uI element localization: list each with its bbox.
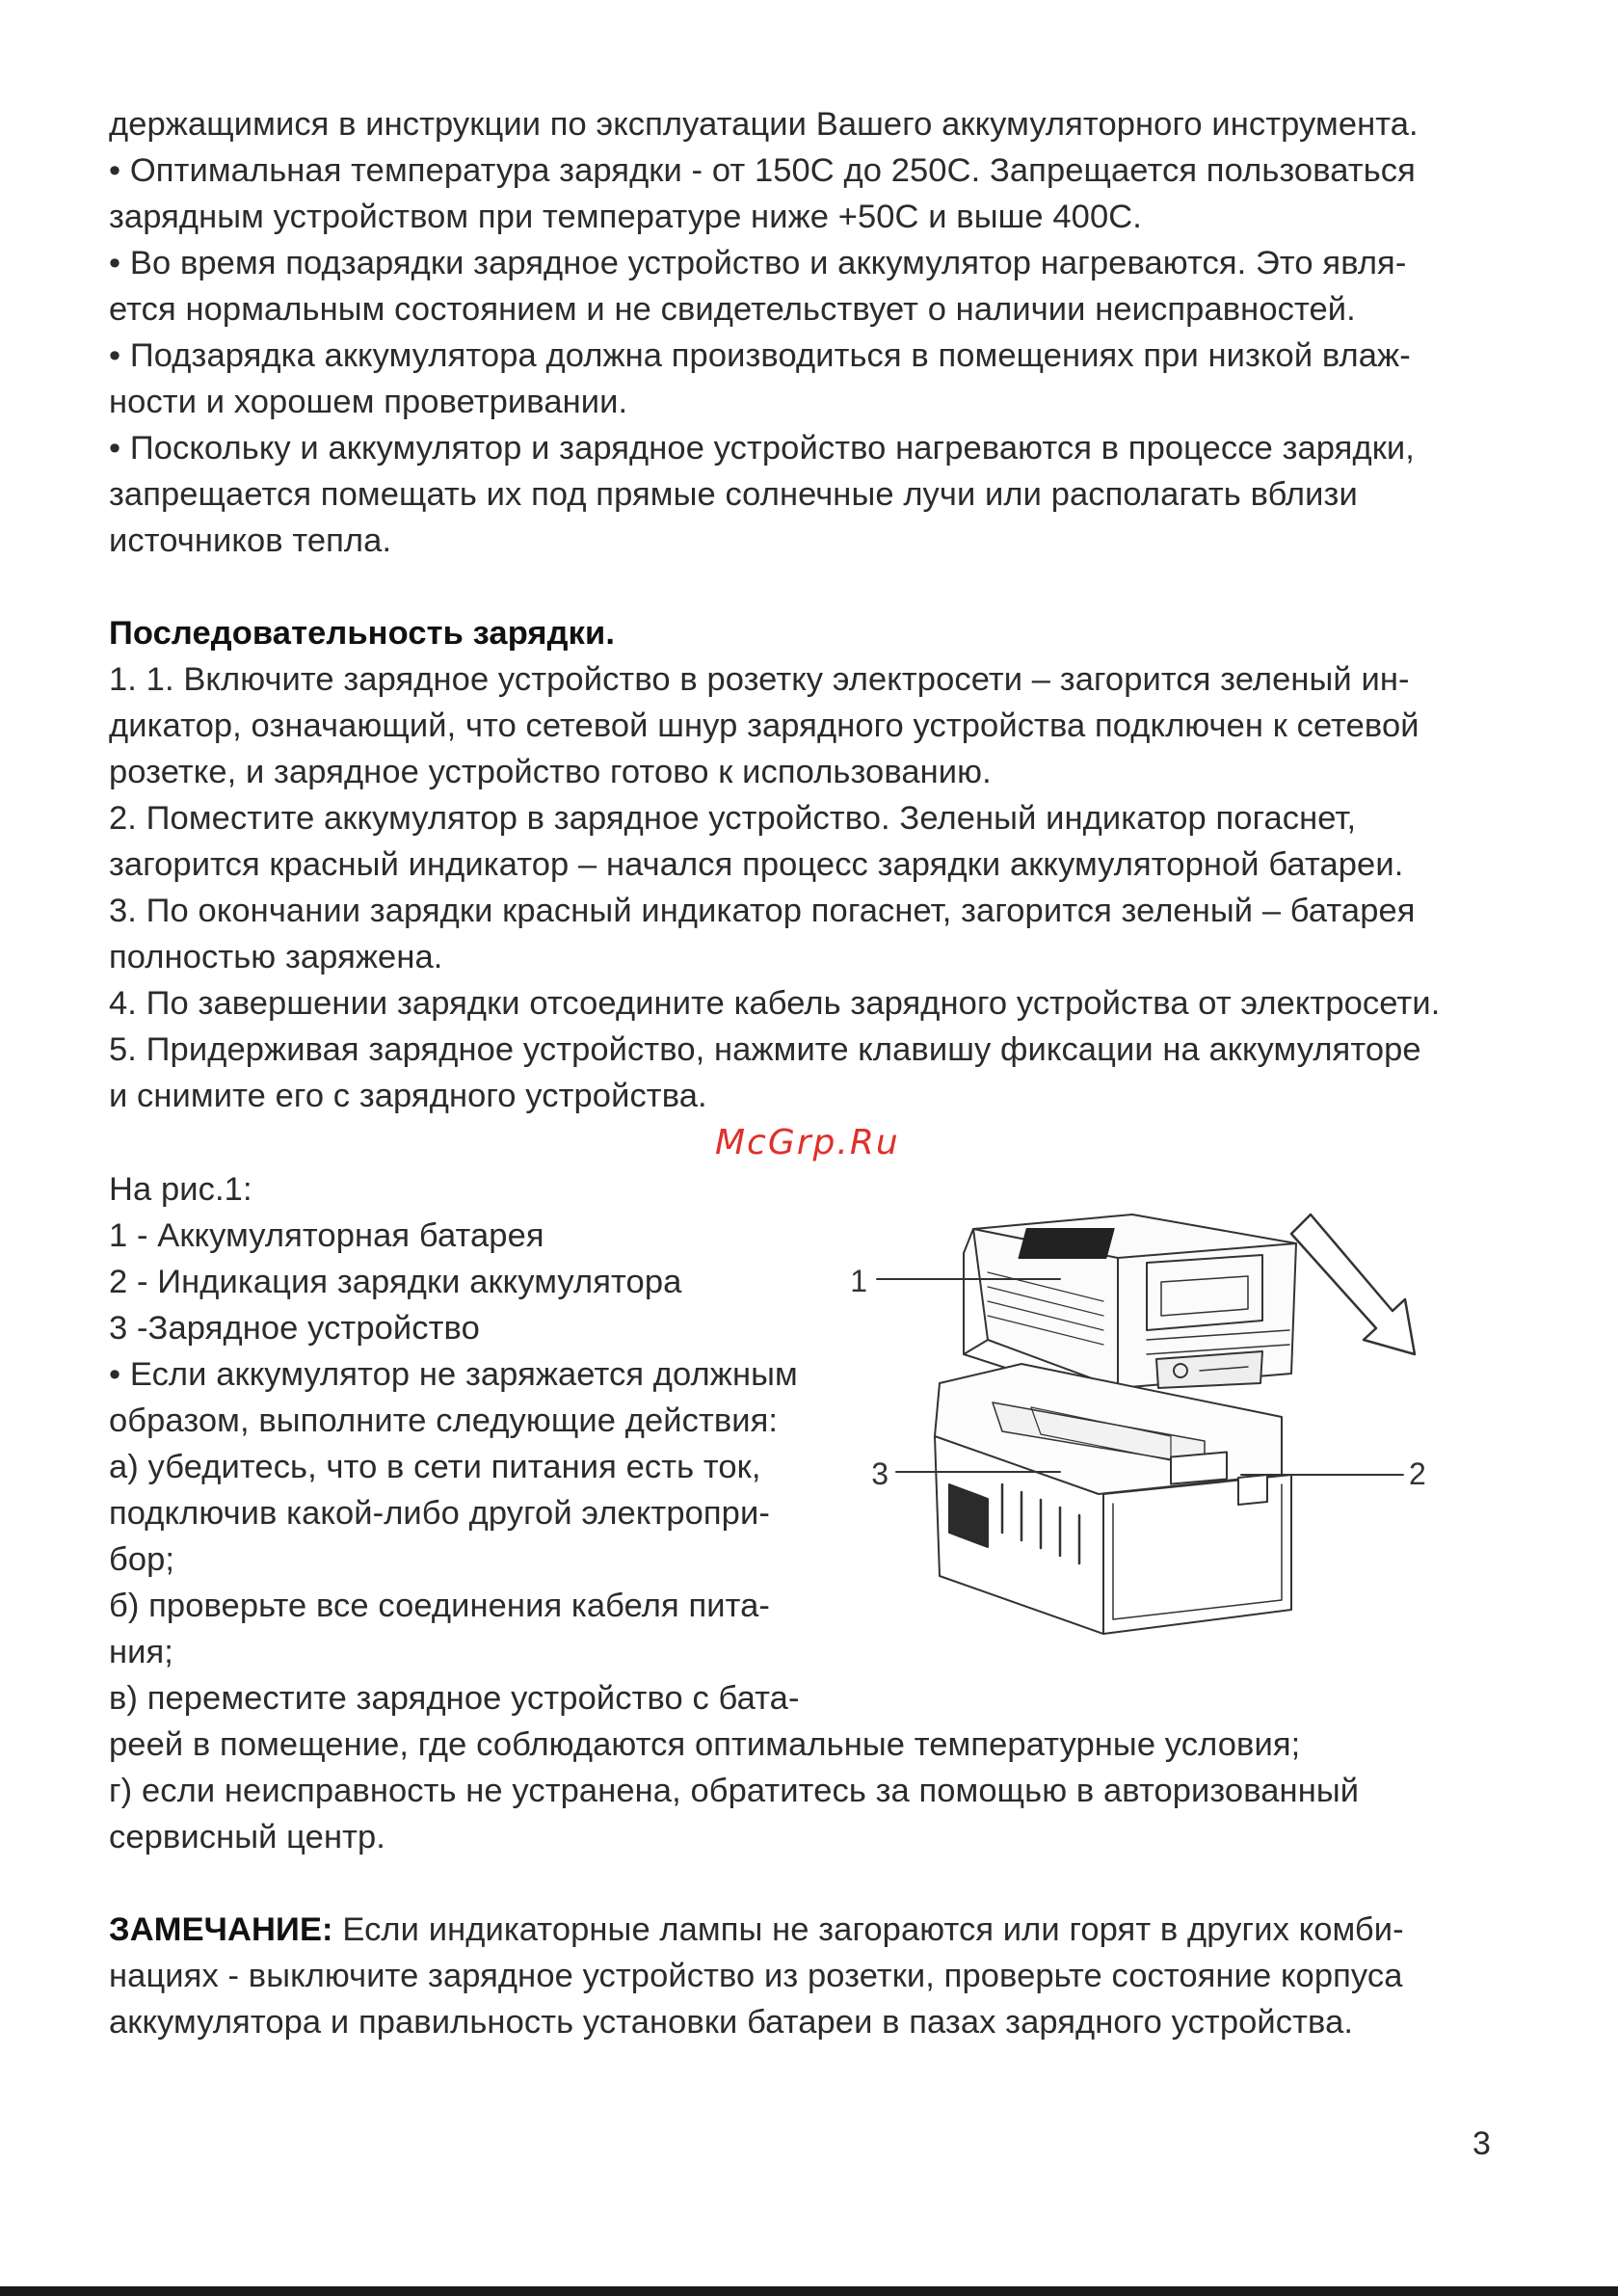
text-line: сервисный центр. (109, 1819, 385, 1855)
text-line: ния; (109, 1634, 173, 1670)
figure-caption-block (109, 1166, 880, 1722)
charger-illustration (935, 1364, 1291, 1634)
note-first-line (109, 1907, 1516, 1953)
text-line: нациях - выключите зарядное устройство из розетки, проверьте состояние корпуса (109, 1958, 1403, 1994)
text-line: а) убедитесь, что в сети питания есть ток, (109, 1449, 761, 1485)
text-line: источников тепла. (109, 522, 392, 559)
text-line: и снимите его с зарядного устройства. (109, 1078, 707, 1114)
text-line: дикатор, означающий, что сетевой шнур зарядного устройства подключен к сетевой (109, 707, 1419, 744)
text-line: 1. 1. Включите зарядное устройство в розетку электросети – загорится зеленый ин- (109, 661, 1410, 698)
text-line: реей в помещение, где соблюдаются оптимальные температурные условия; (109, 1726, 1301, 1763)
text-line: • Во время подзарядки зарядное устройство и аккумулятор нагреваются. Это явля- (109, 245, 1407, 281)
note-text: Если индикаторные лампы не загораются или горят в других комби- (332, 1911, 1404, 1948)
text-line: 3. По окончании зарядки красный индикатор погаснет, загорится зеленый – батарея (109, 893, 1416, 929)
text-line: б) проверьте все соединения кабеля пита- (109, 1588, 771, 1624)
text-line: 2. Поместите аккумулятор в зарядное устройство. Зеленый индикатор погаснет, (109, 800, 1357, 837)
sequence-heading: Последовательность зарядки. (109, 615, 616, 652)
insert-direction-arrow-icon (1291, 1215, 1415, 1354)
text-line: • Оптимальная температура зарядки - от 150С до 250С. Запрещается пользоваться (109, 152, 1416, 189)
text-line: ности и хорошем проветривании. (109, 384, 628, 420)
text-line: загорится красный индикатор – начался процесс зарядки аккумуляторной батареи. (109, 846, 1404, 883)
watermark: McGrp.Ru (715, 1123, 900, 1162)
text-line: На рис.1: (109, 1171, 252, 1208)
text-line: зарядным устройством при температуре ниже +50С и выше 400С. (109, 199, 1142, 235)
label-2: 2 (1409, 1456, 1426, 1491)
intro-block (109, 101, 1516, 1119)
text-line: 5. Придерживая зарядное устройство, нажмите клавишу фиксации на аккумуляторе (109, 1031, 1421, 1068)
text-line: розетке, и зарядное устройство готово к использованию. (109, 754, 992, 790)
charger-diagram (850, 1195, 1474, 1658)
label-1: 1 (850, 1264, 867, 1298)
text-line: • Поскольку и аккумулятор и зарядное устройство нагреваются в процессе зарядки, (109, 430, 1415, 467)
text-line: 2 - Индикация зарядки аккумулятора (109, 1264, 682, 1300)
text-line: в) переместите зарядное устройство с бата- (109, 1680, 800, 1717)
after-figure-block (109, 1722, 1516, 2045)
text-line: ется нормальным состоянием и не свидетельствует о наличии неисправностей. (109, 291, 1356, 328)
text-line: г) если неисправность не устранена, обратитесь за помощью в авторизованный (109, 1773, 1360, 1809)
page-number: 3 (1472, 2125, 1491, 2162)
text-line: запрещается помещать их под прямые солнечные лучи или располагать вблизи (109, 476, 1358, 513)
text-line: образом, выполните следующие действия: (109, 1402, 779, 1439)
text-line: 1 - Аккумуляторная батарея (109, 1217, 544, 1254)
text-line: держащимися в инструкции по эксплуатации Вашего аккумуляторного инструмента. (109, 106, 1419, 143)
text-line: полностью заряжена. (109, 939, 443, 975)
text-line: 4. По завершении зарядки отсоедините кабель зарядного устройства от электросети. (109, 985, 1441, 1022)
bottom-edge-bar (0, 2286, 1618, 2296)
text-line: бор; (109, 1541, 175, 1578)
note-label: ЗАМЕЧАНИЕ: (109, 1911, 333, 1948)
label-3: 3 (871, 1456, 889, 1491)
text-line: аккумулятора и правильность установки батареи в пазах зарядного устройства. (109, 2004, 1354, 2041)
text-line: • Подзарядка аккумулятора должна производиться в помещениях при низкой влаж- (109, 337, 1411, 374)
text-line: • Если аккумулятор не заряжается должным (109, 1356, 798, 1393)
text-line: подключив какой-либо другой электропри- (109, 1495, 770, 1532)
text-line: 3 -Зарядное устройство (109, 1310, 480, 1347)
